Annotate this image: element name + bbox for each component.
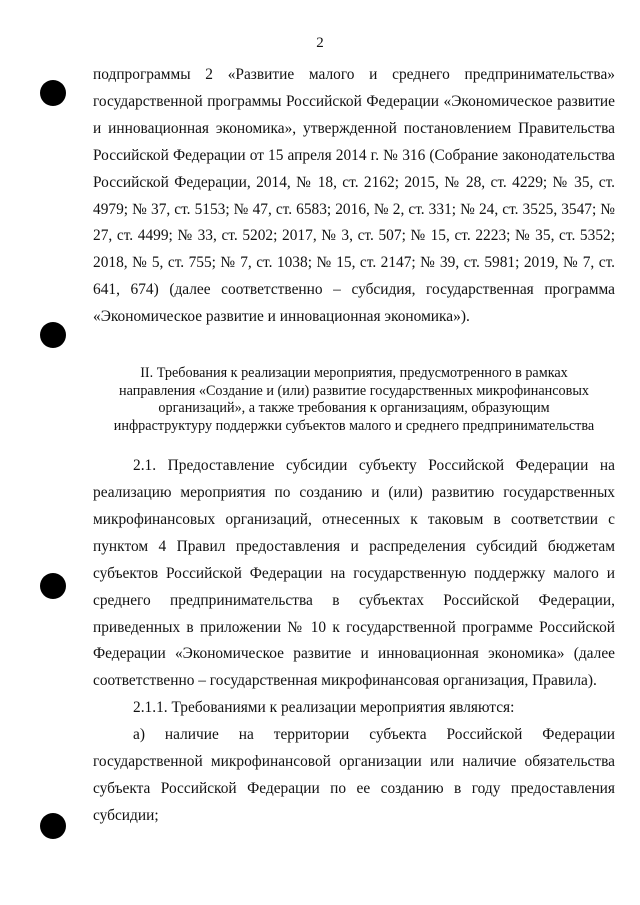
punch-hole-upper-middle <box>40 322 66 348</box>
clause-2-1-1-a: а) наличие на территории субъекта Российской Федерации государственной микрофинансовой организации или наличие обязательства субъекта Российской Федерации по ее созданию в году предоставления субсидии; <box>93 726 615 824</box>
page-number: 2 <box>316 35 324 51</box>
punch-hole-bottom <box>40 813 66 839</box>
clause-2-1-1: 2.1.1. Требованиями к реализации мероприятия являются: <box>133 699 515 717</box>
punch-hole-lower-middle <box>40 573 66 599</box>
clause-2-1: 2.1. Предоставление субсидии субъекту Российской Федерации на реализацию мероприятия по созданию и (или) развитию государственных микрофинансовых организаций, отнесенных к таковым в соответствии с пунктом 4 Правил предоставления и распределения субсидий бюджетам субъектов Российской Федерации на государственную поддержку малого и среднего предпринимательства в субъектах Российской Федерации, приведенных в приложении № 10 к государственной программе Российской Федерации «Экономическое развитие и инновационная экономика» (далее соответственно – государственная микрофинансовая организация, Правила). <box>93 457 615 690</box>
document-body <box>93 62 615 830</box>
section-heading: II. Требования к реализации мероприятия, предусмотренного в рамках направления «Создание и (или) развитие государственных микрофинансовых организаций», а также требования к организациям, образующим инфраструктуру поддержки субъектов малого и среднего предпринимательства <box>113 365 595 434</box>
intro-paragraph: подпрограммы 2 «Развитие малого и среднего предпринимательства» государственной программы Российской Федерации «Экономическое развитие и инновационная экономика», утвержденной постановлением Правительства Российской Федерации от 15 апреля 2014 г. № 316 (Собрание законодательства Российской Федерации, 2014, № 18, ст. 2162; 2015, № 28, ст. 4229; № 35, ст. 4979; № 37, ст. 5153; № 47, ст. 6583; 2016, № 2, ст. 331; № 24, ст. 3525, 3547; № 27, ст. 4499; № 33, ст. 5202; 2017, № 3, ст. 507; № 15, ст. 2223; № 35, ст. 5352; 2018, № 5, ст. 755; № 7, ст. 1038; № 15, ст. 2147; № 39, ст. 5981; 2019, № 7, ст. 641, 674) (далее соответственно – субсидия, государственная программа «Экономическое развитие и инновационная экономика»). <box>93 66 615 326</box>
punch-hole-top <box>40 80 66 106</box>
